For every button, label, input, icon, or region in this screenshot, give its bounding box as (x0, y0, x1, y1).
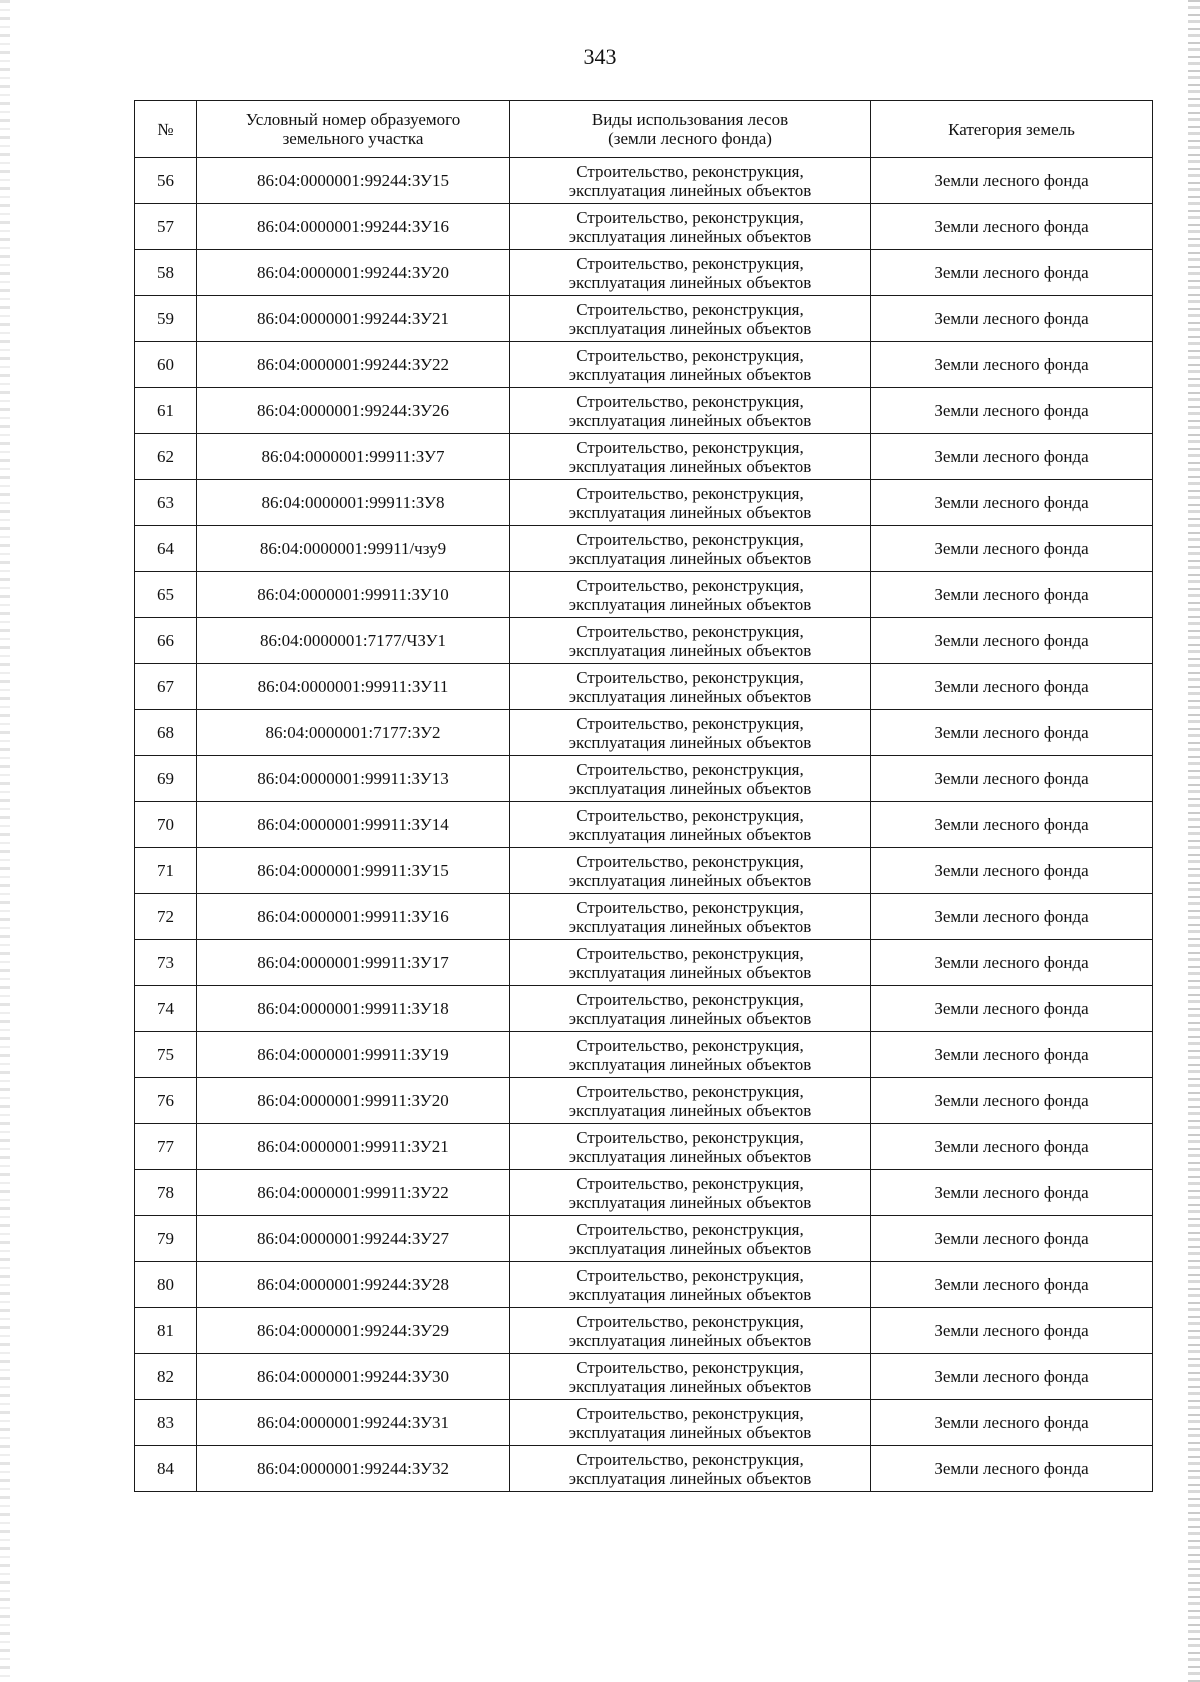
forest-use-line: эксплуатация линейных объектов (568, 1192, 812, 1212)
land-category-cell: Земли лесного фонда (871, 1078, 1153, 1124)
forest-use-line: Строительство, реконструкция, (576, 1265, 804, 1285)
forest-use-line: Строительство, реконструкция, (576, 161, 804, 181)
row-number-cell: 63 (135, 480, 197, 526)
forest-use-cell (510, 434, 871, 480)
table-row (135, 756, 1153, 802)
plot-id-cell: 86:04:0000001:99911:ЗУ22 (197, 1170, 510, 1216)
forest-use-cell (510, 986, 871, 1032)
land-category-cell: Земли лесного фонда (871, 434, 1153, 480)
land-category-cell: Земли лесного фонда (871, 526, 1153, 572)
forest-use-line: Строительство, реконструкция, (576, 483, 804, 503)
forest-use-line: эксплуатация линейных объектов (568, 272, 812, 292)
table-row (135, 158, 1153, 204)
row-number-cell: 78 (135, 1170, 197, 1216)
forest-use-cell (510, 848, 871, 894)
row-number-cell: 58 (135, 250, 197, 296)
header-plot-id-line: Условный номер образуемого (245, 110, 461, 129)
forest-use-cell (510, 618, 871, 664)
table-row (135, 802, 1153, 848)
plot-id-cell: 86:04:0000001:99911:ЗУ16 (197, 894, 510, 940)
plot-id-cell: 86:04:0000001:99244:ЗУ21 (197, 296, 510, 342)
land-category-cell: Земли лесного фонда (871, 756, 1153, 802)
table-header (135, 101, 1153, 158)
scan-edge-right (1188, 0, 1200, 1682)
forest-use-line: Строительство, реконструкция, (576, 1035, 804, 1055)
forest-use-line: Строительство, реконструкция, (576, 1127, 804, 1147)
header-number-line: № (157, 119, 174, 139)
row-number-cell: 74 (135, 986, 197, 1032)
land-category-cell: Земли лесного фонда (871, 664, 1153, 710)
table-row (135, 618, 1153, 664)
plot-id-cell: 86:04:0000001:7177/ЧЗУ1 (197, 618, 510, 664)
forest-use-cell (510, 940, 871, 986)
row-number-cell: 71 (135, 848, 197, 894)
plot-id-cell: 86:04:0000001:99911:ЗУ13 (197, 756, 510, 802)
table-row (135, 664, 1153, 710)
row-number-cell: 73 (135, 940, 197, 986)
forest-use-line: эксплуатация линейных объектов (568, 364, 812, 384)
land-plots-table (134, 100, 1153, 1492)
forest-use-line: эксплуатация линейных объектов (568, 732, 812, 752)
forest-use-cell (510, 1400, 871, 1446)
table-row (135, 342, 1153, 388)
forest-use-line: Строительство, реконструкция, (576, 437, 804, 457)
row-number-cell: 66 (135, 618, 197, 664)
forest-use-line: эксплуатация линейных объектов (568, 870, 812, 890)
row-number-cell: 75 (135, 1032, 197, 1078)
table-row (135, 1308, 1153, 1354)
table-row (135, 1078, 1153, 1124)
table-row (135, 1216, 1153, 1262)
land-category-cell: Земли лесного фонда (871, 618, 1153, 664)
plot-id-cell: 86:04:0000001:99911:ЗУ20 (197, 1078, 510, 1124)
forest-use-line: эксплуатация линейных объектов (568, 226, 812, 246)
plot-id-cell: 86:04:0000001:99244:ЗУ32 (197, 1446, 510, 1492)
plot-id-cell: 86:04:0000001:99911:ЗУ15 (197, 848, 510, 894)
row-number-cell: 61 (135, 388, 197, 434)
header-number (135, 101, 197, 158)
plot-id-cell: 86:04:0000001:99911/чзу9 (197, 526, 510, 572)
forest-use-cell (510, 158, 871, 204)
forest-use-cell (510, 894, 871, 940)
forest-use-cell (510, 204, 871, 250)
forest-use-cell (510, 250, 871, 296)
forest-use-line: Строительство, реконструкция, (576, 1081, 804, 1101)
forest-use-line: эксплуатация линейных объектов (568, 640, 812, 660)
header-land-category-line: Категория земель (948, 119, 1075, 139)
plot-id-cell: 86:04:0000001:99911:ЗУ21 (197, 1124, 510, 1170)
forest-use-cell (510, 1262, 871, 1308)
forest-use-line: Строительство, реконструкция, (576, 253, 804, 273)
table-row (135, 388, 1153, 434)
header-forest-use (510, 101, 871, 158)
land-category-cell: Земли лесного фонда (871, 894, 1153, 940)
table-row (135, 434, 1153, 480)
forest-use-line: эксплуатация линейных объектов (568, 1008, 812, 1028)
table-row (135, 894, 1153, 940)
plot-id-cell: 86:04:0000001:99244:ЗУ16 (197, 204, 510, 250)
header-plot-id (197, 101, 510, 158)
forest-use-line: Строительство, реконструкция, (576, 1219, 804, 1239)
table-row (135, 1032, 1153, 1078)
forest-use-line: Строительство, реконструкция, (576, 529, 804, 549)
row-number-cell: 68 (135, 710, 197, 756)
plot-id-cell: 86:04:0000001:99244:ЗУ20 (197, 250, 510, 296)
table-row (135, 1400, 1153, 1446)
forest-use-line: эксплуатация линейных объектов (568, 1376, 812, 1396)
row-number-cell: 62 (135, 434, 197, 480)
plot-id-cell: 86:04:0000001:7177:ЗУ2 (197, 710, 510, 756)
forest-use-line: Строительство, реконструкция, (576, 575, 804, 595)
table-row (135, 480, 1153, 526)
forest-use-line: Строительство, реконструкция, (576, 851, 804, 871)
row-number-cell: 83 (135, 1400, 197, 1446)
table-row (135, 1124, 1153, 1170)
forest-use-cell (510, 388, 871, 434)
row-number-cell: 64 (135, 526, 197, 572)
row-number-cell: 70 (135, 802, 197, 848)
land-category-cell: Земли лесного фонда (871, 1308, 1153, 1354)
plot-id-cell: 86:04:0000001:99911:ЗУ8 (197, 480, 510, 526)
forest-use-line: Строительство, реконструкция, (576, 299, 804, 319)
forest-use-line: Строительство, реконструкция, (576, 345, 804, 365)
forest-use-line: Строительство, реконструкция, (576, 1449, 804, 1469)
forest-use-line: эксплуатация линейных объектов (568, 1146, 812, 1166)
table-row (135, 1170, 1153, 1216)
row-number-cell: 81 (135, 1308, 197, 1354)
row-number-cell: 60 (135, 342, 197, 388)
land-category-cell: Земли лесного фонда (871, 158, 1153, 204)
land-category-cell: Земли лесного фонда (871, 250, 1153, 296)
forest-use-line: Строительство, реконструкция, (576, 759, 804, 779)
table-row (135, 710, 1153, 756)
forest-use-cell (510, 710, 871, 756)
plot-id-cell: 86:04:0000001:99911:ЗУ7 (197, 434, 510, 480)
forest-use-line: эксплуатация линейных объектов (568, 1100, 812, 1120)
plot-id-cell: 86:04:0000001:99911:ЗУ10 (197, 572, 510, 618)
row-number-cell: 79 (135, 1216, 197, 1262)
land-category-cell: Земли лесного фонда (871, 1446, 1153, 1492)
forest-use-line: эксплуатация линейных объектов (568, 1054, 812, 1074)
forest-use-line: Строительство, реконструкция, (576, 667, 804, 687)
header-plot-id-line: земельного участка (282, 129, 424, 148)
forest-use-cell (510, 756, 871, 802)
forest-use-line: эксплуатация линейных объектов (568, 1284, 812, 1304)
forest-use-cell (510, 1446, 871, 1492)
forest-use-line: Строительство, реконструкция, (576, 207, 804, 227)
forest-use-line: Строительство, реконструкция, (576, 943, 804, 963)
plot-id-cell: 86:04:0000001:99244:ЗУ28 (197, 1262, 510, 1308)
forest-use-line: эксплуатация линейных объектов (568, 410, 812, 430)
table-row (135, 986, 1153, 1032)
plot-id-cell: 86:04:0000001:99911:ЗУ11 (197, 664, 510, 710)
table-row (135, 1446, 1153, 1492)
row-number-cell: 76 (135, 1078, 197, 1124)
plot-id-cell: 86:04:0000001:99911:ЗУ17 (197, 940, 510, 986)
forest-use-cell (510, 1354, 871, 1400)
land-category-cell: Земли лесного фонда (871, 1400, 1153, 1446)
plot-id-cell: 86:04:0000001:99244:ЗУ31 (197, 1400, 510, 1446)
plot-id-cell: 86:04:0000001:99244:ЗУ26 (197, 388, 510, 434)
land-category-cell: Земли лесного фонда (871, 986, 1153, 1032)
forest-use-line: эксплуатация линейных объектов (568, 778, 812, 798)
row-number-cell: 84 (135, 1446, 197, 1492)
forest-use-line: эксплуатация линейных объектов (568, 824, 812, 844)
land-category-cell: Земли лесного фонда (871, 802, 1153, 848)
land-category-cell: Земли лесного фонда (871, 1262, 1153, 1308)
forest-use-line: эксплуатация линейных объектов (568, 318, 812, 338)
table-body (135, 158, 1153, 1492)
page-number: 343 (583, 44, 617, 69)
table-row (135, 572, 1153, 618)
row-number-cell: 82 (135, 1354, 197, 1400)
plot-id-cell: 86:04:0000001:99911:ЗУ18 (197, 986, 510, 1032)
land-category-cell: Земли лесного фонда (871, 204, 1153, 250)
row-number-cell: 65 (135, 572, 197, 618)
forest-use-cell (510, 664, 871, 710)
forest-use-line: эксплуатация линейных объектов (568, 1238, 812, 1258)
land-category-cell: Земли лесного фонда (871, 572, 1153, 618)
forest-use-line: эксплуатация линейных объектов (568, 916, 812, 936)
forest-use-line: эксплуатация линейных объектов (568, 1468, 812, 1488)
forest-use-line: Строительство, реконструкция, (576, 805, 804, 825)
land-category-cell: Земли лесного фонда (871, 388, 1153, 434)
land-category-cell: Земли лесного фонда (871, 342, 1153, 388)
forest-use-line: Строительство, реконструкция, (576, 1403, 804, 1423)
forest-use-line: Строительство, реконструкция, (576, 1311, 804, 1331)
table-row (135, 204, 1153, 250)
plot-id-cell: 86:04:0000001:99244:ЗУ27 (197, 1216, 510, 1262)
forest-use-line: эксплуатация линейных объектов (568, 1422, 812, 1442)
forest-use-cell (510, 802, 871, 848)
table-row (135, 848, 1153, 894)
row-number-cell: 67 (135, 664, 197, 710)
land-category-cell: Земли лесного фонда (871, 848, 1153, 894)
table-row (135, 940, 1153, 986)
forest-use-line: эксплуатация линейных объектов (568, 1330, 812, 1350)
land-category-cell: Земли лесного фонда (871, 1032, 1153, 1078)
forest-use-line: эксплуатация линейных объектов (568, 594, 812, 614)
row-number-cell: 59 (135, 296, 197, 342)
land-category-cell: Земли лесного фонда (871, 1124, 1153, 1170)
forest-use-cell (510, 526, 871, 572)
land-category-cell: Земли лесного фонда (871, 1216, 1153, 1262)
forest-use-cell (510, 480, 871, 526)
plot-id-cell: 86:04:0000001:99911:ЗУ14 (197, 802, 510, 848)
forest-use-cell (510, 296, 871, 342)
plot-id-cell: 86:04:0000001:99244:ЗУ15 (197, 158, 510, 204)
forest-use-line: эксплуатация линейных объектов (568, 502, 812, 522)
plot-id-cell: 86:04:0000001:99244:ЗУ22 (197, 342, 510, 388)
plot-id-cell: 86:04:0000001:99911:ЗУ19 (197, 1032, 510, 1078)
scan-edge-left (0, 0, 10, 1682)
forest-use-line: Строительство, реконструкция, (576, 1173, 804, 1193)
table-row (135, 250, 1153, 296)
header-forest-use-line: Виды использования лесов (591, 110, 789, 129)
header-land-category (871, 101, 1153, 158)
land-category-cell: Земли лесного фонда (871, 1354, 1153, 1400)
forest-use-line: Строительство, реконструкция, (576, 1357, 804, 1377)
row-number-cell: 69 (135, 756, 197, 802)
forest-use-line: Строительство, реконструкция, (576, 713, 804, 733)
land-category-cell: Земли лесного фонда (871, 480, 1153, 526)
forest-use-line: Строительство, реконструкция, (576, 391, 804, 411)
table-row (135, 526, 1153, 572)
forest-use-line: эксплуатация линейных объектов (568, 548, 812, 568)
plot-id-cell: 86:04:0000001:99244:ЗУ29 (197, 1308, 510, 1354)
land-category-cell: Земли лесного фонда (871, 1170, 1153, 1216)
forest-use-line: эксплуатация линейных объектов (568, 180, 812, 200)
forest-use-line: Строительство, реконструкция, (576, 897, 804, 917)
forest-use-line: эксплуатация линейных объектов (568, 962, 812, 982)
table-row (135, 1354, 1153, 1400)
row-number-cell: 80 (135, 1262, 197, 1308)
forest-use-cell (510, 1124, 871, 1170)
header-forest-use-line: (земли лесного фонда) (608, 129, 772, 148)
forest-use-line: Строительство, реконструкция, (576, 621, 804, 641)
land-category-cell: Земли лесного фонда (871, 940, 1153, 986)
table-header-row (135, 101, 1153, 158)
forest-use-cell (510, 1170, 871, 1216)
land-category-cell: Земли лесного фонда (871, 296, 1153, 342)
table-row (135, 1262, 1153, 1308)
land-category-cell: Земли лесного фонда (871, 710, 1153, 756)
forest-use-line: эксплуатация линейных объектов (568, 456, 812, 476)
forest-use-line: Строительство, реконструкция, (576, 989, 804, 1009)
plot-id-cell: 86:04:0000001:99244:ЗУ30 (197, 1354, 510, 1400)
forest-use-cell (510, 1308, 871, 1354)
forest-use-cell (510, 1032, 871, 1078)
row-number-cell: 77 (135, 1124, 197, 1170)
forest-use-line: эксплуатация линейных объектов (568, 686, 812, 706)
row-number-cell: 57 (135, 204, 197, 250)
forest-use-cell (510, 1216, 871, 1262)
forest-use-cell (510, 1078, 871, 1124)
forest-use-cell (510, 572, 871, 618)
table-row (135, 296, 1153, 342)
row-number-cell: 72 (135, 894, 197, 940)
forest-use-cell (510, 342, 871, 388)
row-number-cell: 56 (135, 158, 197, 204)
